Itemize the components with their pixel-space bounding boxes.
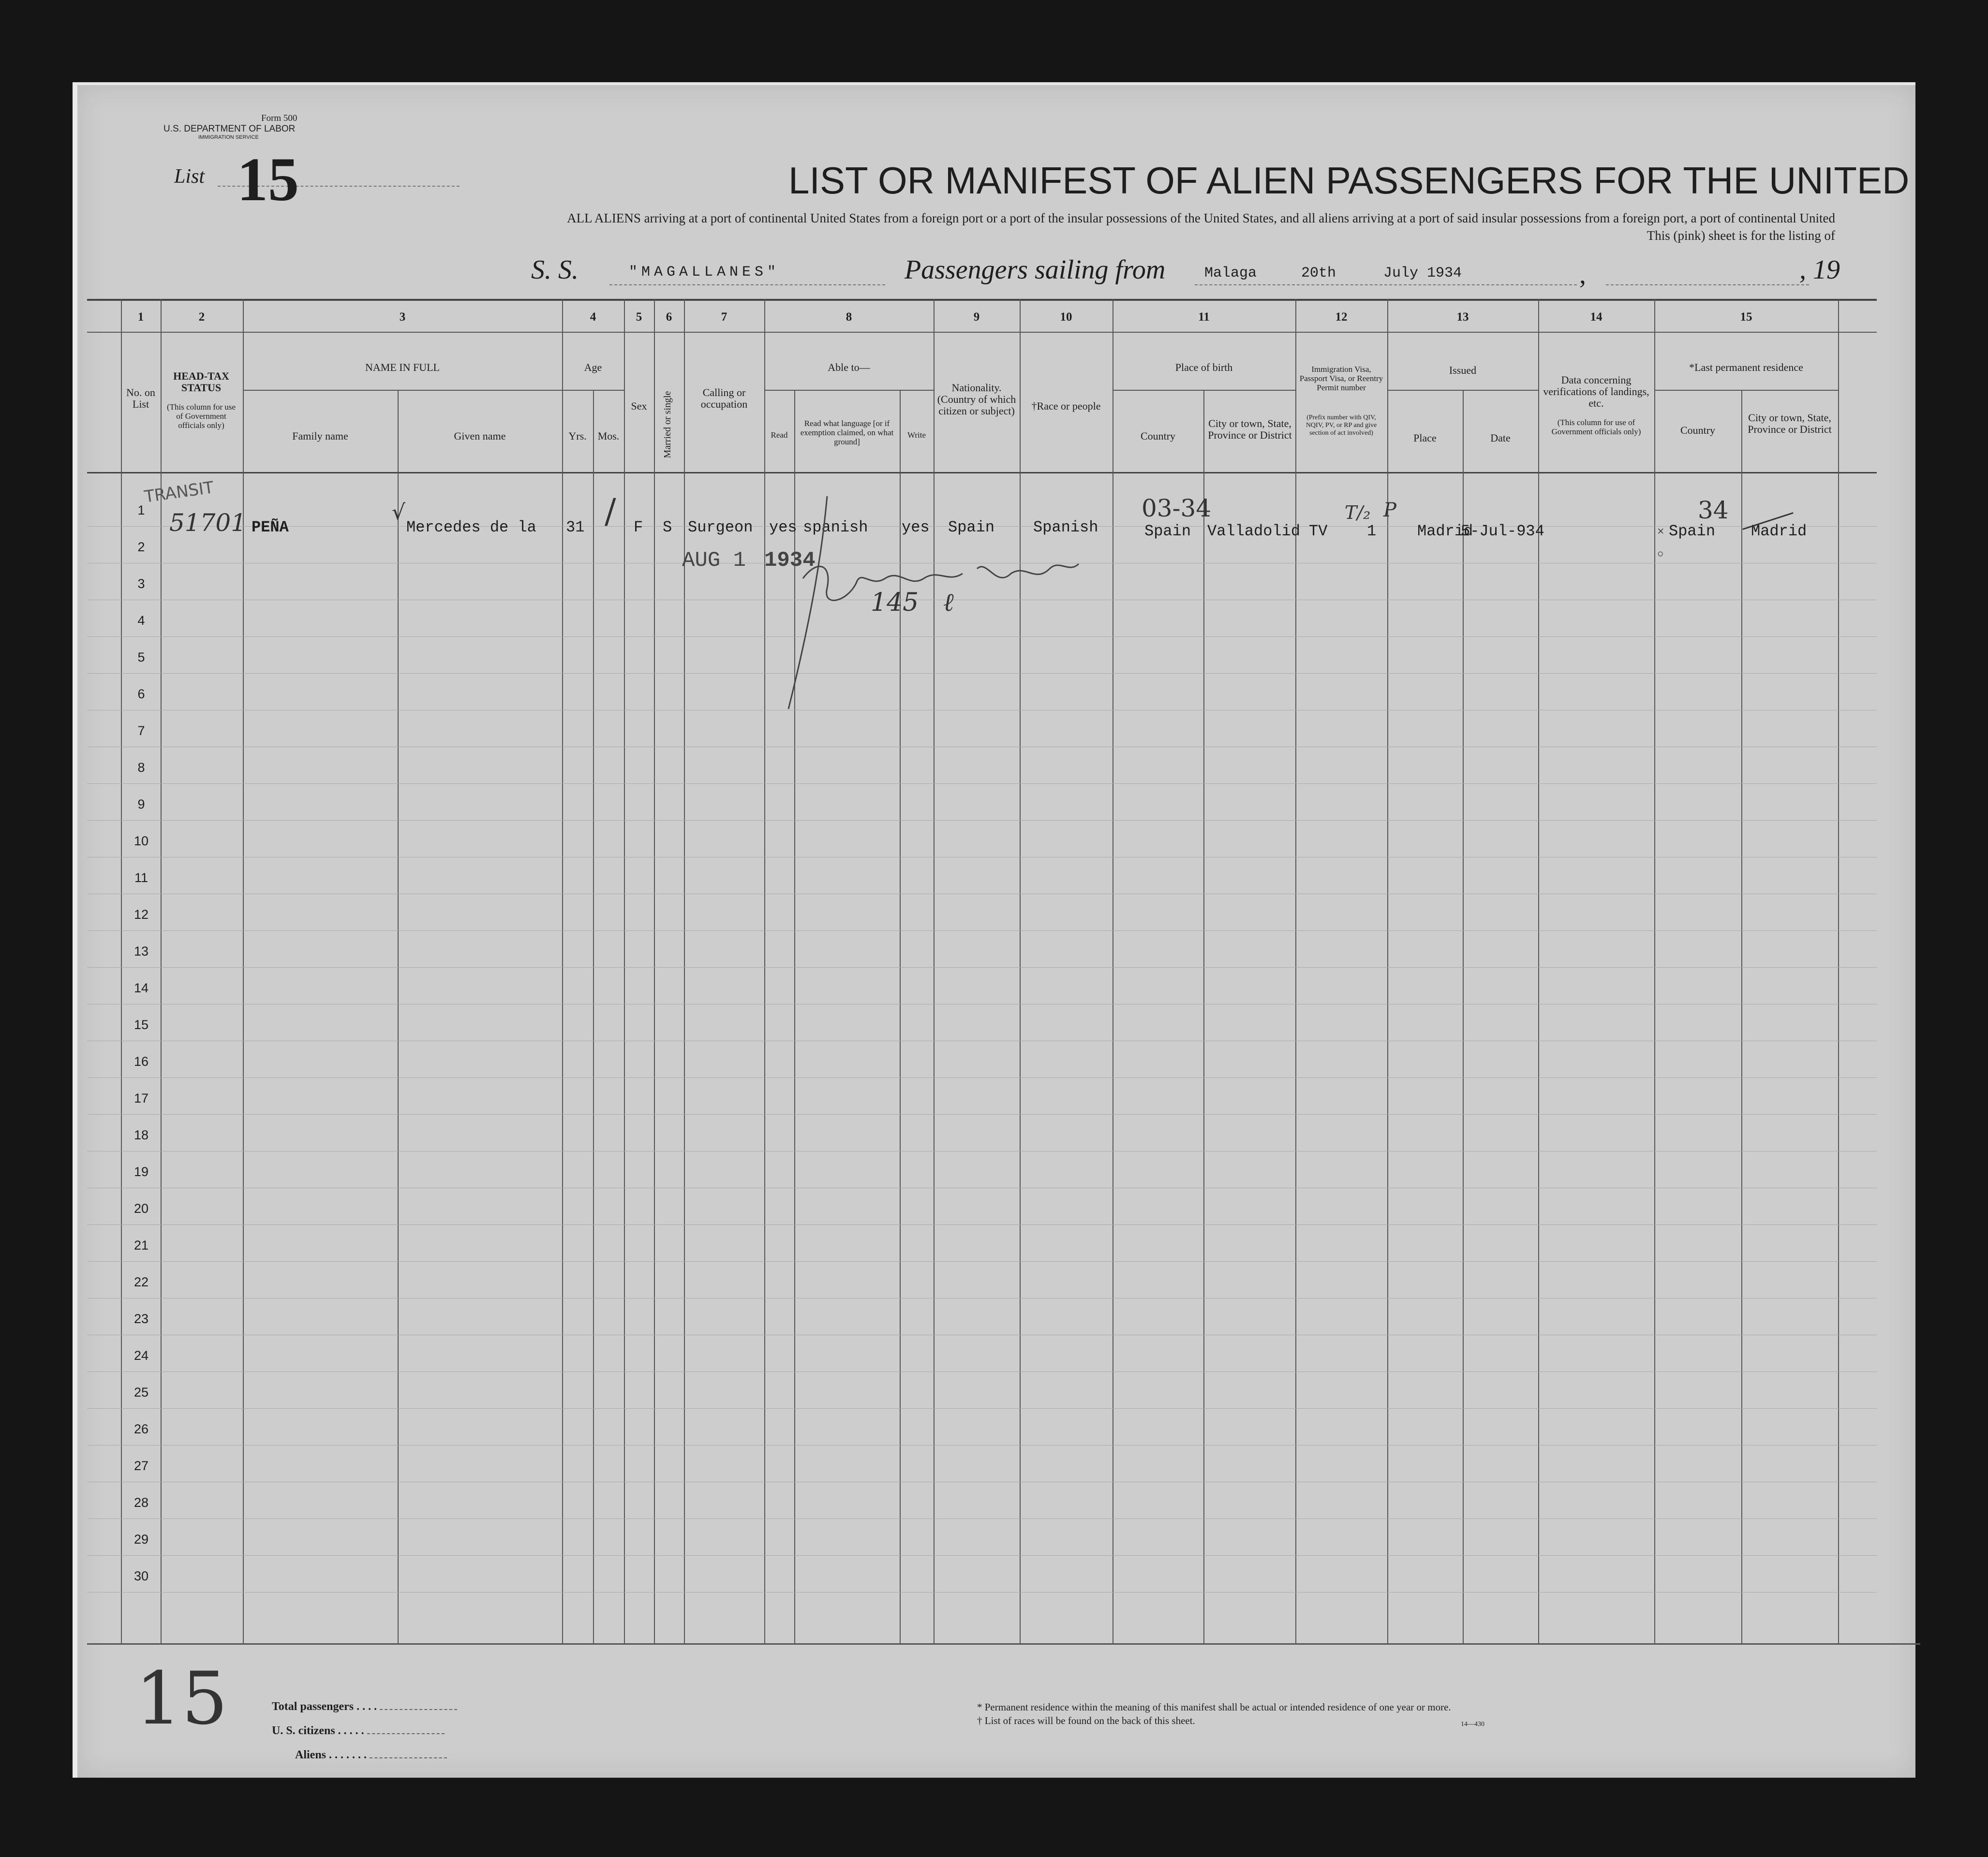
row-number: 29 [134,1532,149,1547]
row-rule [87,820,1877,821]
visa-mark: P [1383,499,1396,521]
language-value: spanish [803,518,868,536]
col-line [1838,299,1839,1643]
from-port: Malaga [1204,265,1257,281]
col-num-14: 14 [1590,310,1602,324]
hdr-write: Write [907,430,926,440]
col-num-5: 5 [636,310,642,324]
occupation-value: Surgeon [688,518,753,536]
hdr-visa-note: (Prefix number with QIV, NQIV, PV, or RP and give section of act involved) [1306,414,1377,437]
hdr-calling: Calling or occupation [700,386,748,410]
stamp-month-day: AUG 1 [682,548,746,573]
total-passengers-text: Total passengers [272,1700,354,1713]
col-num-2: 2 [198,310,205,324]
read-value: yes [769,518,797,536]
visa-fraction-note: T/₂ [1345,502,1371,523]
age-value: 31 [566,518,585,536]
col-num-11: 11 [1198,310,1210,324]
col-num-15: 15 [1740,310,1752,324]
col-line [764,299,765,1643]
row-rule [87,1261,1877,1262]
list-label: List [174,165,205,188]
hdr-res-city: City or town, State, Province or District [1748,412,1832,435]
hdr-name-in-full: NAME IN FULL [365,361,440,373]
us-citizens-label: U. S. citizens . . . . . [272,1724,445,1738]
col-line [593,390,594,1643]
stamp-year: 1934 [764,548,816,573]
us-citizens-text: U. S. citizens [272,1724,335,1737]
subtitle-line-2: This (pink) sheet is for the listing of [1647,228,1835,243]
row-number: 19 [134,1164,149,1179]
row-rule [87,1077,1877,1078]
col-line [654,299,655,1643]
sailing-month-year: July 1934 [1383,265,1462,281]
hdr-head-tax-note: (This column for use of Government officials only) [166,402,236,430]
issued-date-value: 5-Jul-934 [1461,522,1544,540]
aliens-text: Aliens [295,1749,326,1761]
col-line [243,299,244,1643]
col-num-3: 3 [399,310,406,324]
footnote-residence: * Permanent residence within the meaning of this manifest shall be actual or intended residence of one year or more. [977,1701,1451,1713]
col-num-7: 7 [721,310,727,324]
col-num-1: 1 [137,310,144,324]
visa-type-value: TV [1309,522,1328,540]
hdr-family-name: Family name [292,430,348,442]
header-bottom-rule [87,472,1877,473]
marital-value: S [663,518,672,536]
col-number-rule [87,332,1877,333]
hdr-race: †Race or people [1031,400,1101,412]
hdr-verifications-note: (This column for use of Government officials only) [1551,418,1641,436]
hdr-married: Married or single [662,391,673,458]
verification-circle: ○ [1657,547,1664,560]
row-number: 2 [137,540,145,554]
race-value: Spanish [1033,518,1098,536]
footnote-code: 14—430 [1461,1721,1484,1728]
row-number: 17 [134,1091,149,1105]
row-number: 23 [134,1312,149,1326]
total-passengers-label: Total passengers . . . . [272,1700,457,1713]
table-bottom-rule [87,1643,1920,1645]
visa-number-value: 1 [1367,522,1377,540]
footnote-races: † List of races will be found on the back of this sheet. [977,1715,1195,1726]
row-number: 10 [134,834,149,848]
ship-underline [609,284,885,285]
hdr-read-language: Read what language [or if exemption claimed, on what ground] [800,419,894,446]
row-number: 27 [134,1459,149,1473]
year-prefix: , 19 [1799,255,1840,285]
col-line [1741,390,1742,1643]
row-number: 16 [134,1054,149,1069]
check-mark: √ [392,500,406,525]
hdr-birth-city: City or town, State, Province or District [1208,417,1292,441]
hdr-nationality: Nationality. (Country of which citizen or subject) [937,382,1016,417]
hdr-head-tax: HEAD-TAX STATUS [173,370,229,394]
row-number: 15 [134,1017,149,1032]
write-value: yes [902,518,930,536]
given-name-value: Mercedes de la [406,518,536,536]
row-number: 28 [134,1495,149,1510]
row-number: 7 [137,723,145,738]
row-number: 14 [134,981,149,995]
date-underline [1606,284,1809,285]
res-country-value: Spain [1669,522,1716,540]
col-num-10: 10 [1060,310,1072,324]
service-label: IMMIGRATION SERVICE [198,134,259,140]
tick-mark: / [605,491,616,531]
signature-number: 145 [871,588,919,617]
row-number: 18 [134,1128,149,1142]
hdr-birth-country: Country [1140,430,1176,442]
comma: , [1579,260,1586,290]
hdr-res-country: Country [1680,424,1716,436]
hdr-mos: Mos. [597,430,620,442]
row-number: 24 [134,1348,149,1363]
margin-number: 15 [135,1657,228,1741]
col-line [684,299,685,1643]
row-number: 1 [137,503,145,517]
row-rule [87,783,1877,784]
verification-mark: × [1657,524,1664,538]
aliens-label: Aliens . . . . . . . [295,1749,447,1762]
hdr-issued: Issued [1449,364,1477,376]
row-number: 5 [137,650,145,664]
list-number: 15 [237,145,299,214]
sailing-label: Passengers sailing from [905,255,1166,285]
row-number: 13 [134,944,149,958]
head-tax-value: 51701 [169,509,247,537]
birth-code-note: 03-34 [1142,494,1212,522]
hdr-last-residence: *Last permanent residence [1689,361,1803,373]
transit-note: TRANSIT [143,478,215,507]
row-rule [87,967,1877,968]
hdr-able-to: Able to— [828,361,870,373]
ship-name: "MAGALLANES" [629,264,780,280]
row-number: 12 [134,907,149,922]
sailing-day: 20th [1301,265,1336,281]
row-number: 25 [134,1385,149,1400]
ss-label: S. S. [531,255,579,285]
hdr-visa: Immigration Visa, Passport Visa, or Reentry Permit number [1299,365,1383,392]
col-line [121,299,122,1643]
row-number: 8 [137,760,145,775]
col-line [1654,299,1655,1643]
hdr-place-of-birth: Place of birth [1175,361,1233,373]
col-line [398,390,399,1643]
port-underline [1195,284,1577,285]
hdr-given-name: Given name [454,430,506,442]
sex-value: F [634,518,643,536]
manifest-title: LIST OR MANIFEST OF ALIEN PASSENGERS FOR THE UNITED [788,159,1910,202]
hdr-issued-date: Date [1490,432,1511,444]
row-rule [87,1555,1877,1556]
manifest-sheet [73,82,1915,1778]
col-num-9: 9 [973,310,980,324]
table-top-rule [87,299,1877,301]
row-number: 3 [137,576,145,591]
row-rule [87,1408,1877,1409]
col-num-8: 8 [846,310,852,324]
res-subrule [1654,390,1838,391]
row-number: 4 [137,613,145,628]
row-rule [87,1371,1877,1372]
row-number: 9 [137,797,145,811]
col-line [562,299,563,1643]
row-rule [87,1518,1877,1519]
col-line [1295,299,1296,1643]
row-number: 26 [134,1422,149,1436]
birth-city-value: Valladolid [1207,522,1301,540]
hdr-issued-place: Place [1413,432,1437,444]
col-num-13: 13 [1456,310,1469,324]
col-num-12: 12 [1335,310,1348,324]
signature-sign: ℓ [943,588,954,617]
year-prefix-value: 19 [1813,255,1840,285]
row-rule [87,1224,1877,1225]
col-line [1203,390,1204,1643]
name-subrule [243,390,562,391]
row-number: 11 [134,870,148,885]
col-num-6: 6 [666,310,672,324]
col-num-4: 4 [590,310,596,324]
row-rule [87,1114,1877,1115]
row-number: 30 [134,1569,149,1583]
birth-country-value: Spain [1144,522,1191,540]
col-line [1463,390,1464,1643]
row-number: 22 [134,1275,149,1289]
issued-place-value: Madrid [1417,522,1473,540]
hdr-yrs: Yrs. [568,430,587,442]
hdr-read: Read [771,430,788,440]
residence-mark: 34 [1698,496,1729,524]
form-number: Form 500 [261,113,297,123]
col-line [1538,299,1539,1643]
department-label: U.S. DEPARTMENT OF LABOR [163,124,296,134]
hdr-age: Age [584,361,602,373]
row-number: 6 [137,687,145,701]
hdr-no-on-list: No. on List [126,386,155,410]
nationality-value: Spain [948,518,995,536]
res-city-value: Madrid [1751,522,1807,540]
col-line [624,299,625,1643]
hdr-verifications: Data concerning verifications of landings, etc. [1543,374,1649,409]
hdr-sex: Sex [631,400,647,412]
family-name-value: PEÑA [252,518,289,536]
row-rule [87,930,1877,931]
row-number: 21 [134,1238,149,1253]
subtitle-line-1: ALL ALIENS arriving at a port of continental United States from a foreign port or a port of the insular possessions of the United States, and all aliens arriving at a port of said insular possessions from a foreign port, a port of continental United [567,211,1835,225]
row-number: 20 [134,1201,149,1216]
able-subrule [764,390,934,391]
